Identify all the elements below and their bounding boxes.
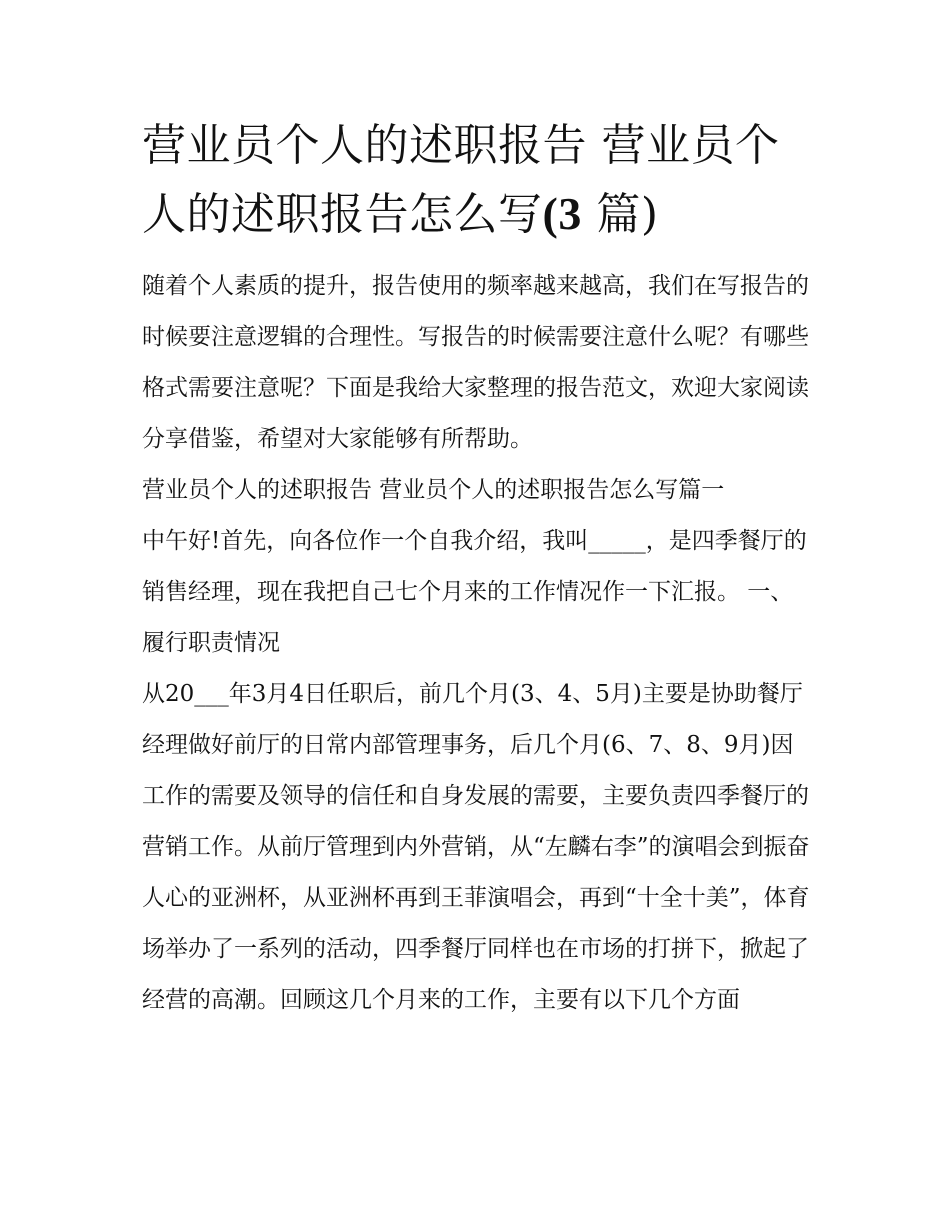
greeting-paragraph: 中午好!首先，向各位作一个自我介绍，我叫_____，是四季餐厅的销售经理，现在我把自己七个月来的工作情况作一下汇报。 一、履行职责情况 bbox=[142, 528, 807, 656]
intro-paragraph: 随着个人素质的提升，报告使用的频率越来越高，我们在写报告的时候要注意逻辑的合理性。写报告的时候需要注意什么呢？有哪些格式需要注意呢？下面是我给大家整理的报告范文，欢迎大家阅读分享借鉴，希望对大家能够有所帮助。 bbox=[142, 273, 809, 452]
document-title bbox=[142, 112, 812, 249]
title-count: (3 bbox=[542, 188, 582, 239]
section-heading: 营业员个人的述职报告 营业员个人的述职报告怎么写篇一 bbox=[142, 477, 725, 503]
title-suffix: 篇) bbox=[581, 189, 659, 240]
document-body bbox=[142, 112, 812, 1026]
duties-paragraph: 从20___年3月4日任职后，前几个月(3、4、5月)主要是协助餐厅经理做好前厅的日常内部管理事务，后几个月(6、7、8、9月)因工作的需要及领导的信任和自身发展的需要，主要负责四季餐厅的营销工作。从前厅管理到内外营销，从“左麟右李”的演唱会到振奋人心的亚洲杯，从亚洲杯再到王菲演唱会，再到“十全十美”，体育场举办了一系列的活动，四季餐厅同样也在市场的打拼下，掀起了经营的高潮。回顾这几个月来的工作，主要有以下几个方面 bbox=[142, 681, 810, 1013]
title-text: 营业员个人的述职报告 营业员个人的述职报告怎么写 bbox=[142, 120, 780, 240]
